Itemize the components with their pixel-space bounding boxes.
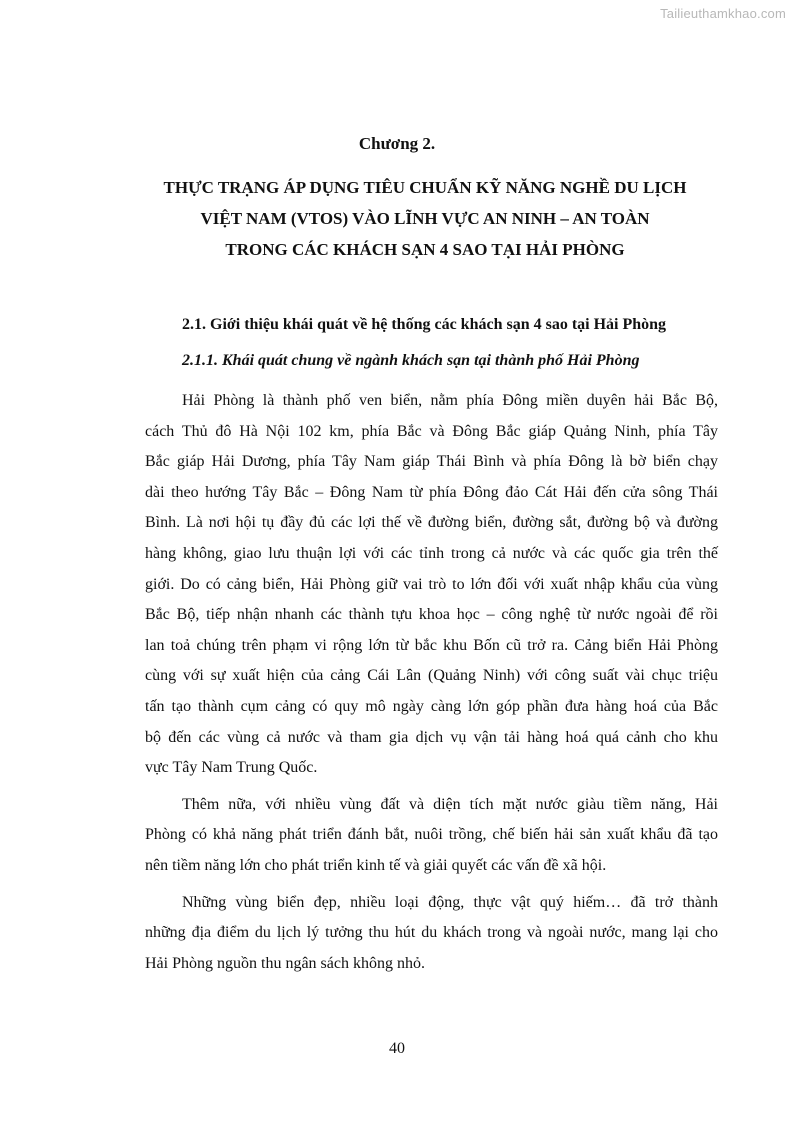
- paragraph-line: Những vùng biển đẹp, nhiều loại động, thực vật quý hiếm… đã trở thành: [182, 893, 718, 911]
- paragraph-line: tấn tạo thành cụm cảng có quy mô ngày càng lớn góp phần đưa hàng hoá của Bắc: [145, 697, 718, 715]
- paragraph-line: lan toả chúng trên phạm vi rộng lớn từ bắc khu Bốn cũ trở ra. Cảng biển Hải Phòng: [145, 636, 718, 654]
- section-heading: 2.1. Giới thiệu khái quát về hệ thống các khách sạn 4 sao tại Hải Phòng: [182, 316, 667, 333]
- chapter-label: Chương 2.: [358, 134, 436, 153]
- body-paragraph: [145, 888, 718, 980]
- chapter-title: [100, 172, 750, 265]
- paragraph-line: nên tiềm năng lớn cho phát triển kinh tế và giải quyết các vấn đề xã hội.: [145, 856, 607, 874]
- paragraph-line: Bình. Là nơi hội tụ đầy đủ các lợi thế về đường biển, đường sắt, đường bộ và đường: [145, 514, 718, 532]
- paragraph-line: vực Tây Nam Trung Quốc.: [145, 759, 318, 777]
- paragraph-line: dài theo hướng Tây Bắc – Đông Nam từ phía Đông đảo Cát Hải đến cửa sông Thái: [145, 483, 718, 501]
- paragraph-line: hàng không, giao lưu thuận lợi với các tỉnh trong cả nước và các quốc gia trên thế: [145, 544, 718, 562]
- paragraph-line: Bắc giáp Hải Dương, phía Tây Nam giáp Thái Bình và phía Đông là bờ biển chạy: [145, 453, 718, 471]
- body-paragraph: [145, 386, 718, 784]
- paragraph-line: Phòng có khả năng phát triển đánh bắt, nuôi trồng, chế biến hải sản xuất khẩu đã tạo: [145, 826, 718, 844]
- body-text: [145, 386, 718, 985]
- paragraph-line: Bắc Bộ, tiếp nhận nhanh các thành tựu khoa học – công nghệ từ nước ngoài để rồi: [145, 606, 718, 624]
- chapter-title-line: THỰC TRẠNG ÁP DỤNG TIÊU CHUẨN KỸ NĂNG NGHỀ DU LỊCH: [163, 178, 687, 197]
- page-number: 40: [389, 1040, 405, 1057]
- paragraph-line: Hải Phòng là thành phố ven biển, nằm phía Đông miền duyên hải Bắc Bộ,: [182, 392, 718, 409]
- paragraph-line: cùng với sự xuất hiện của cảng Cái Lân (Quảng Ninh) với công suất vài chục triệu: [145, 667, 718, 685]
- body-paragraph: [145, 790, 718, 882]
- watermark-text: Tailieuthamkhao.com: [660, 6, 786, 21]
- paragraph-line: cách Thủ đô Hà Nội 102 km, phía Bắc và Đông Bắc giáp Quảng Ninh, phía Tây: [145, 422, 718, 440]
- paragraph-line: Thêm nữa, với nhiều vùng đất và diện tích mặt nước giàu tiềm năng, Hải: [182, 795, 718, 813]
- paragraph-line: Hải Phòng nguồn thu ngân sách không nhỏ.: [145, 954, 425, 972]
- chapter-title-line: TRONG CÁC KHÁCH SẠN 4 SAO TẠI HẢI PHÒNG: [225, 240, 625, 259]
- subsection-heading: 2.1.1. Khái quát chung về ngành khách sạn tại thành phố Hải Phòng: [182, 352, 640, 369]
- chapter-title-line: VIỆT NAM (VTOS) VÀO LĨNH VỰC AN NINH – AN TOÀN: [200, 209, 650, 228]
- paragraph-line: những địa điểm du lịch lý tưởng thu hút du khách trong và ngoài nước, mang lại cho: [145, 924, 718, 942]
- paragraph-line: giới. Do có cảng biển, Hải Phòng giữ vai trò to lớn đối với xuất nhập khẩu của vùng: [145, 575, 718, 593]
- paragraph-line: bộ đến các vùng cả nước và tham gia dịch vụ vận tải hàng hoá quá cảnh cho khu: [145, 728, 718, 746]
